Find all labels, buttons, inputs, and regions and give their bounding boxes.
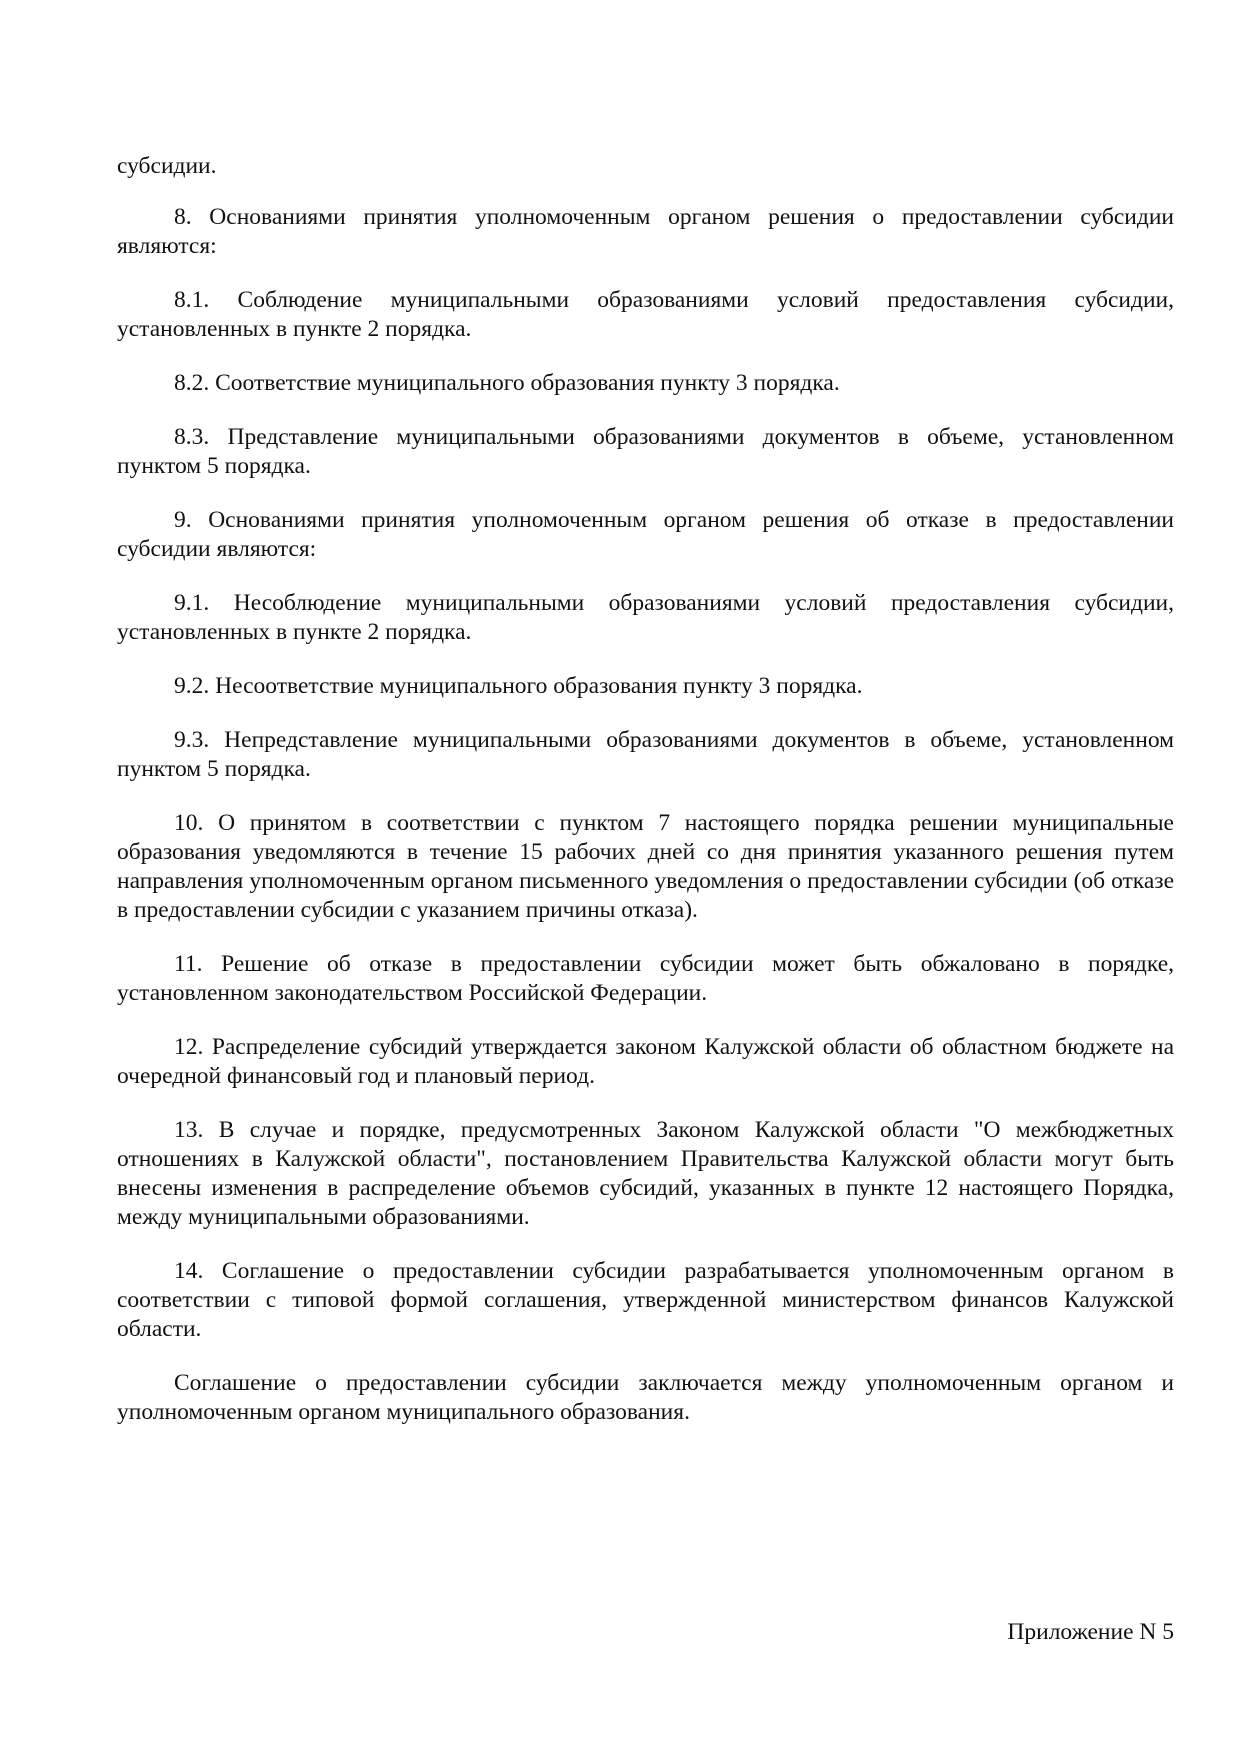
paragraph-agreement: Соглашение о предоставлении субсидии заключается между уполномоченным органом и уполномоченным органом муниципального образования. (117, 1370, 1174, 1425)
paragraph-8-1: 8.1. Соблюдение муниципальными образованиями условий предоставления субсидии, установленных в пункте 2 порядка. (117, 287, 1174, 342)
paragraph-9-3: 9.3. Непредставление муниципальными образованиями документов в объеме, установленном пунктом 5 порядка. (117, 727, 1174, 782)
paragraph-9-2: 9.2. Несоответствие муниципального образования пункту 3 порядка. (174, 673, 863, 699)
paragraph-12: 12. Распределение субсидий утверждается законом Калужской области об областном бюджете на очередной финансовый год и плановый период. (117, 1034, 1174, 1089)
document-body (117, 152, 1174, 1452)
paragraph-10: 10. О принятом в соответствии с пунктом 7 настоящего порядка решении муниципальные образования уведомляются в течение 15 рабочих дней со дня принятия указанного решения путем направления уполномоченным органом письменного уведомления о предоставлении субсидии (об отказе в предоставлении субсидии с указанием причины отказа). (117, 810, 1174, 923)
paragraph-9-1: 9.1. Несоблюдение муниципальными образованиями условий предоставления субсидии, установленных в пункте 2 порядка. (117, 590, 1174, 645)
paragraph-11: 11. Решение об отказе в предоставлении субсидии может быть обжаловано в порядке, установленном законодательством Российской Федерации. (117, 951, 1174, 1006)
paragraph-13: 13. В случае и порядке, предусмотренных Законом Калужской области "О межбюджетных отношениях в Калужской области", постановлением Правительства Калужской области могут быть внесены изменения в распределение объемов субсидий, указанных в пункте 12 настоящего Порядка, между муниципальными образованиями. (117, 1117, 1174, 1230)
paragraph-8-2: 8.2. Соответствие муниципального образования пункту 3 порядка. (174, 370, 840, 396)
paragraph-9: 9. Основаниями принятия уполномоченным органом решения об отказе в предоставлении субсидии являются: (117, 507, 1174, 562)
paragraph-8-3: 8.3. Представление муниципальными образованиями документов в объеме, установленном пунктом 5 порядка. (117, 424, 1174, 479)
paragraph-continuation: субсидии. (117, 153, 217, 179)
paragraph-8: 8. Основаниями принятия уполномоченным органом решения о предоставлении субсидии являются: (117, 204, 1174, 259)
paragraph-14: 14. Соглашение о предоставлении субсидии разрабатывается уполномоченным органом в соответствии с типовой формой соглашения, утвержденной министерством финансов Калужской области. (117, 1258, 1174, 1342)
appendix-label: Приложение N 5 (1007, 1619, 1174, 1645)
